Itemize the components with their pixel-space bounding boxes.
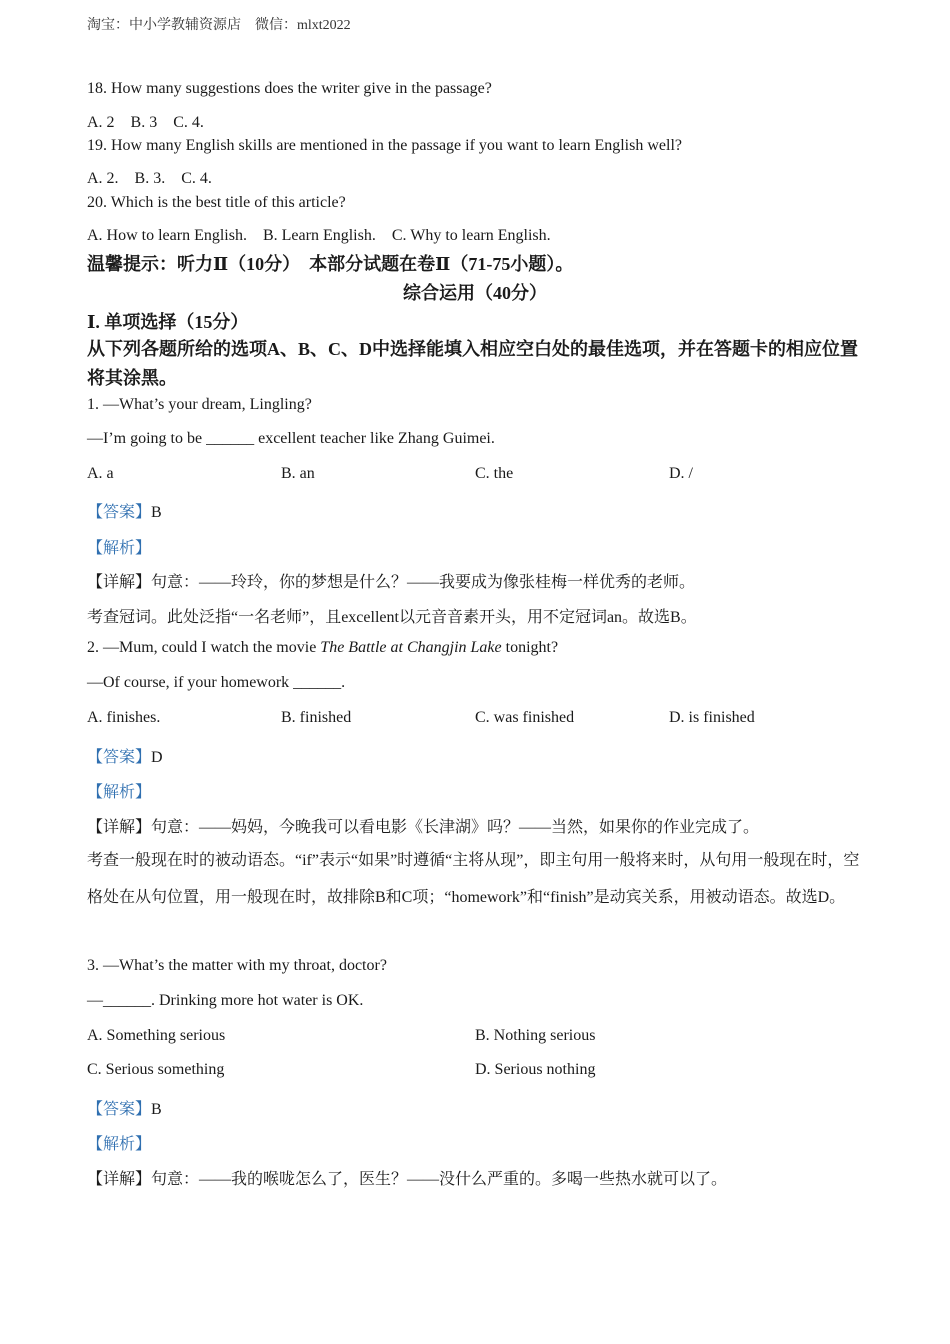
q2-option-d: D. is finished	[669, 709, 755, 726]
q3-analysis-label: 【解析】	[87, 1136, 152, 1153]
q2-option-c: C. was finished	[475, 709, 575, 726]
q2-option-b: B. finished	[281, 709, 352, 726]
q1-line2: —I’m going to be ______ excellent teacher like Zhang Guimei.	[87, 430, 495, 447]
q3-detail-text: 句意：——我的喉咙怎么了，医生？——没什么严重的。多喝一些热水就可以了。	[151, 1171, 728, 1188]
page-header: 淘宝：中小学教辅资源店 微信：mlxt2022	[87, 18, 351, 33]
q3-option-d: D. Serious nothing	[475, 1061, 596, 1078]
q3-option-a: A. Something serious	[87, 1027, 226, 1044]
q3-line2: —______. Drinking more hot water is OK.	[87, 992, 364, 1009]
q1-detail	[87, 569, 695, 592]
q20-question: 20. Which is the best title of this article?	[87, 194, 346, 211]
q19-options: A. 2. B. 3. C. 4.	[87, 170, 212, 187]
q2-explain: 考查一般现在时的被动语态。“if”表示“如果”时遵循“主将从现”，即主句用一般将来时，从句用一般现在时，空格处在从句位置，用一般现在时，故排除B和C项；“homework”和“finish”是动宾关系，用被动语态。故选D。	[87, 852, 860, 906]
answer-label: 【答案】	[87, 1101, 152, 1118]
q3-answer	[87, 1096, 162, 1119]
answer-label: 【答案】	[87, 504, 152, 521]
q3-line1: 3. —What’s the matter with my throat, doctor?	[87, 957, 387, 974]
q2-detail	[87, 814, 759, 837]
tip-text: 温馨提示：听力Ⅱ（10分） 本部分试题在卷Ⅱ（71-75小题）。	[87, 254, 574, 274]
q20-options: A. How to learn English. B. Learn English. C. Why to learn English.	[87, 227, 551, 244]
q3-option-b: B. Nothing serious	[475, 1027, 596, 1044]
detail-label: 【详解】	[87, 819, 152, 836]
q3-answer-value: B	[151, 1101, 162, 1118]
q3-detail	[87, 1166, 727, 1189]
q1-option-c: C. the	[475, 465, 514, 482]
q18-options: A. 2 B. 3 C. 4.	[87, 114, 204, 131]
q1-line1: 1. —What’s your dream, Lingling?	[87, 396, 312, 413]
section-title: 综合运用（40分）	[403, 283, 547, 303]
q18-question: 18. How many suggestions does the writer give in the passage?	[87, 80, 492, 97]
q2-line1-post: tonight?	[501, 639, 559, 656]
detail-label: 【详解】	[87, 574, 152, 591]
q1-option-d: D. /	[669, 465, 693, 482]
q2-option-a: A. finishes.	[87, 709, 161, 726]
q1-explain: 考查冠词。此处泛指“一名老师”，且excellent以元音音素开头，用不定冠词an。故选B。	[87, 609, 697, 626]
q1-answer	[87, 499, 162, 522]
q2-analysis-label: 【解析】	[87, 784, 152, 801]
q19-question: 19. How many English skills are mentioned in the passage if you want to learn English well?	[87, 137, 682, 154]
instructions: 从下列各题所给的选项A、B、C、D中选择能填入相应空白处的最佳选项，并在答题卡的相应位置将其涂黑。	[87, 339, 858, 388]
q1-answer-value: B	[151, 504, 162, 521]
q2-line1	[87, 639, 558, 657]
q3-option-c: C. Serious something	[87, 1061, 225, 1078]
q2-answer	[87, 744, 163, 767]
answer-label: 【答案】	[87, 749, 152, 766]
q1-analysis-label: 【解析】	[87, 540, 152, 557]
q2-line2: —Of course, if your homework ______.	[87, 674, 346, 691]
q2-line1-pre: 2. —Mum, could I watch the movie	[87, 639, 321, 656]
q1-option-b: B. an	[281, 465, 315, 482]
q1-detail-text: 句意：——玲玲，你的梦想是什么？——我要成为像张桂梅一样优秀的老师。	[151, 574, 696, 591]
q2-movie-title: The Battle at Changjin Lake	[320, 639, 502, 656]
q2-detail-text: 句意：——妈妈，今晚我可以看电影《长津湖》吗？——当然，如果你的作业完成了。	[151, 819, 760, 836]
part-title: Ⅰ. 单项选择（15分）	[87, 312, 249, 332]
detail-label: 【详解】	[87, 1171, 152, 1188]
q1-option-a: A. a	[87, 465, 114, 482]
q2-answer-value: D	[151, 749, 163, 766]
